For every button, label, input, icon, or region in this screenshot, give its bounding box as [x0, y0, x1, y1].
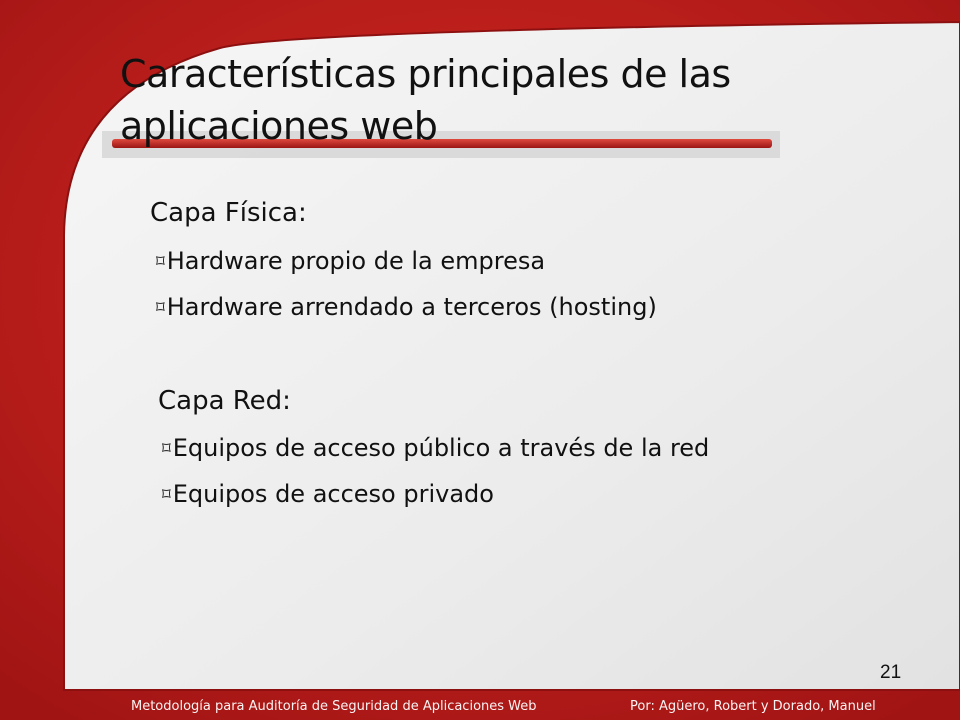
bullet-text: Hardware propio de la empresa — [166, 247, 546, 275]
bullet-item — [162, 434, 709, 462]
square-dingbat-icon: ⌑ — [156, 252, 165, 272]
footer-document-title: Metodología para Auditoría de Seguridad de Aplicaciones Web — [131, 699, 537, 714]
square-dingbat-icon: ⌑ — [162, 485, 171, 505]
bullet-text: Equipos de acceso privado — [172, 480, 494, 508]
bullet-item — [156, 247, 545, 275]
footer-authors: Por: Agüero, Robert y Dorado, Manuel — [630, 699, 876, 714]
section-heading-capa-fisica: Capa Física: — [150, 198, 307, 228]
square-dingbat-icon: ⌑ — [156, 298, 165, 318]
slide-title-line-1: Características principales de las — [120, 52, 731, 96]
square-dingbat-icon: ⌑ — [162, 439, 171, 459]
bullet-item — [156, 293, 657, 321]
slide-title-line-2: aplicaciones web — [120, 104, 438, 148]
bullet-text: Equipos de acceso público a través de la red — [172, 434, 710, 462]
bullet-item — [162, 480, 494, 508]
bullet-text: Hardware arrendado a terceros (hosting) — [166, 293, 657, 321]
section-heading-capa-red: Capa Red: — [158, 386, 291, 416]
page-number: 21 — [880, 662, 902, 683]
